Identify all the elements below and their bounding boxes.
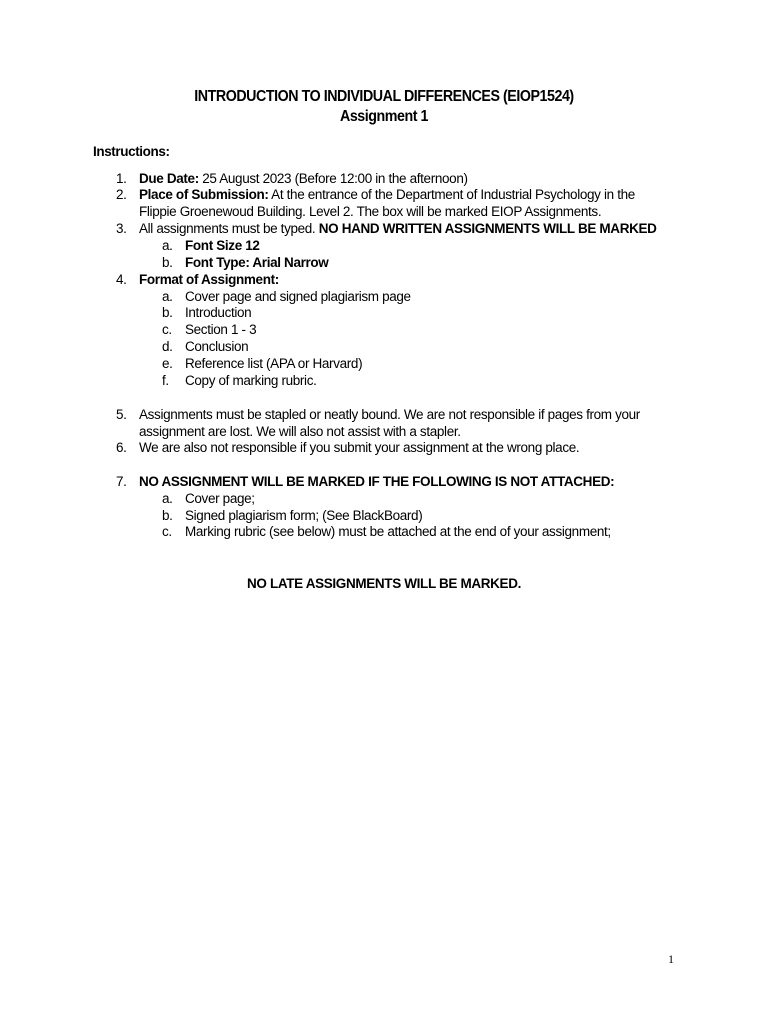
sub-item-letter: b. bbox=[162, 255, 173, 270]
sub-item-letter: e. bbox=[162, 356, 173, 371]
item-text bbox=[139, 186, 635, 203]
due-date-value: 25 August 2023 (Before 12:00 in the afternoon) bbox=[198, 171, 468, 186]
sub-item-text: Cover page; bbox=[185, 491, 255, 506]
sub-item-text: Marking rubric (see below) must be attached at the end of your assignment; bbox=[185, 524, 611, 539]
item-number: 7. bbox=[116, 474, 127, 489]
item-text: Assignments must be stapled or neatly bound. We are not responsible if pages from your bbox=[139, 407, 640, 422]
item-number: 5. bbox=[116, 407, 127, 422]
sub-item-letter: b. bbox=[162, 508, 173, 523]
sub-item-letter: a. bbox=[162, 491, 173, 506]
item-text bbox=[139, 220, 657, 237]
submission-label: Place of Submission: bbox=[139, 187, 269, 202]
item-continuation: assignment are lost. We will also not assist with a stapler. bbox=[139, 424, 461, 439]
sub-item-letter: b. bbox=[162, 305, 173, 320]
item-number: 2. bbox=[116, 187, 127, 202]
sub-item-text: Font Type: Arial Narrow bbox=[185, 255, 329, 270]
item-number: 3. bbox=[116, 221, 127, 236]
late-assignment-notice: NO LATE ASSIGNMENTS WILL BE MARKED. bbox=[247, 576, 521, 591]
item-text: Format of Assignment: bbox=[139, 272, 279, 287]
document-subtitle: Assignment 1 bbox=[339, 108, 428, 125]
page-number: 1 bbox=[668, 952, 674, 966]
submission-value: At the entrance of the Department of Industrial Psychology in the bbox=[268, 187, 635, 202]
item-text: We are also not responsible if you submit your assignment at the wrong place. bbox=[139, 440, 580, 455]
sub-item-text: Signed plagiarism form; (See BlackBoard) bbox=[185, 508, 423, 523]
document-title: INTRODUCTION TO INDIVIDUAL DIFFERENCES (EIOP1524) bbox=[194, 88, 574, 105]
sub-item-letter: a. bbox=[162, 289, 173, 304]
sub-item-text: Conclusion bbox=[185, 339, 249, 354]
sub-item-letter: c. bbox=[162, 322, 172, 337]
sub-item-text: Introduction bbox=[185, 305, 252, 320]
sub-item-letter: a. bbox=[162, 238, 173, 253]
item-continuation: Flippie Groenewoud Building. Level 2. The box will be marked EIOP Assignments. bbox=[139, 204, 602, 219]
sub-item-text: Copy of marking rubric. bbox=[185, 373, 317, 388]
item-number: 4. bbox=[116, 272, 127, 287]
instructions-label: Instructions: bbox=[93, 144, 170, 159]
item-number: 6. bbox=[116, 440, 127, 455]
item-text bbox=[139, 170, 468, 187]
sub-item-letter: f. bbox=[162, 373, 169, 388]
sub-item-letter: c. bbox=[162, 524, 172, 539]
typed-requirement: All assignments must be typed. bbox=[139, 221, 319, 236]
due-date-label: Due Date: bbox=[139, 171, 199, 186]
sub-item-text: Section 1 - 3 bbox=[185, 322, 257, 337]
item-text: NO ASSIGNMENT WILL BE MARKED IF THE FOLLOWING IS NOT ATTACHED: bbox=[139, 474, 615, 489]
sub-item-text: Reference list (APA or Harvard) bbox=[185, 356, 363, 371]
sub-item-text: Font Size 12 bbox=[185, 238, 260, 253]
handwritten-warning: NO HAND WRITTEN ASSIGNMENTS WILL BE MARKED bbox=[318, 221, 657, 236]
sub-item-text: Cover page and signed plagiarism page bbox=[185, 289, 411, 304]
sub-item-letter: d. bbox=[162, 339, 173, 354]
item-number: 1. bbox=[116, 171, 127, 186]
